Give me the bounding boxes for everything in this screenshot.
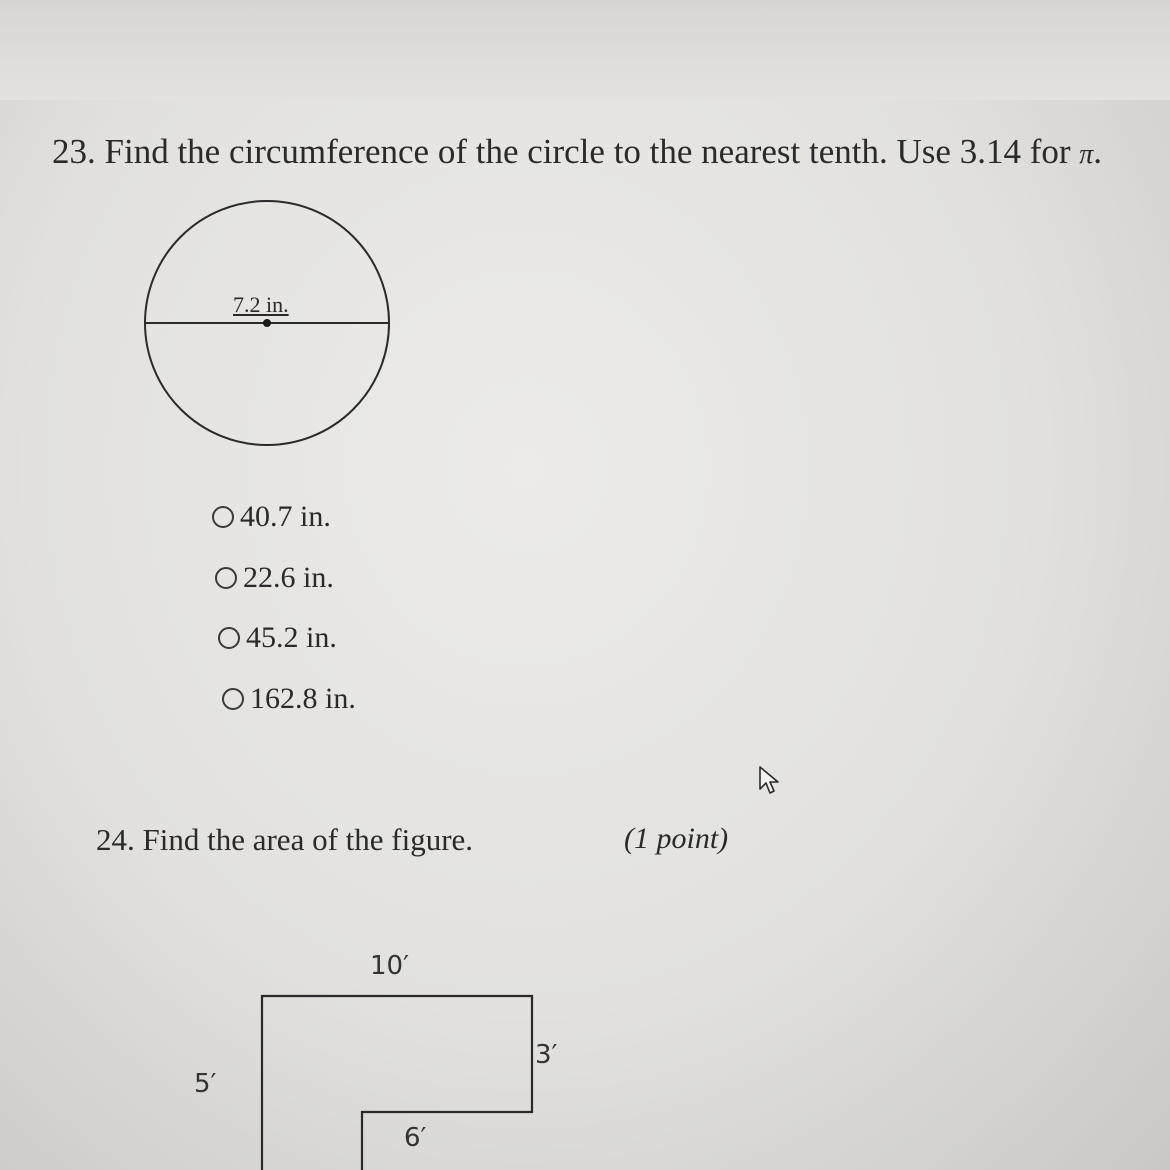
question-24-points: (1 point) xyxy=(624,822,729,855)
dimension-right-label: 3′ xyxy=(535,1040,558,1070)
dimension-left-label: 5′ xyxy=(194,1069,217,1099)
diameter-label: 7.2 in. xyxy=(233,292,289,317)
answer-option-3-label: 45.2 in. xyxy=(246,621,337,654)
answer-option-1-label: 40.7 in. xyxy=(240,500,331,533)
center-point xyxy=(263,319,271,327)
pi-symbol: π xyxy=(1079,139,1094,170)
question-24-heading xyxy=(96,822,473,858)
answer-option-2[interactable] xyxy=(215,561,334,595)
figure-outline xyxy=(262,996,532,1170)
question-24-prompt: Find the area of the figure. xyxy=(142,822,474,857)
question-23-number: 23. xyxy=(52,132,96,171)
circle-diagram xyxy=(140,195,400,457)
question-23-end-punct: . xyxy=(1093,132,1103,171)
question-23-prompt: Find the circumference of the circle to the nearest tenth. Use 3.14 for xyxy=(104,132,1071,171)
page-top-shadow xyxy=(0,0,1170,100)
radio-button-icon[interactable] xyxy=(212,506,234,528)
radio-button-icon[interactable] xyxy=(222,688,244,710)
answer-option-3[interactable] xyxy=(218,621,337,655)
answer-option-1[interactable] xyxy=(212,500,331,534)
dimension-notch-label: 6′ xyxy=(404,1123,427,1153)
dimension-top-label: 10′ xyxy=(370,951,409,981)
l-shape-figure xyxy=(250,990,540,1170)
answer-option-4-label: 162.8 in. xyxy=(250,682,356,715)
pointer-cursor-icon xyxy=(758,765,784,797)
question-23-heading xyxy=(52,132,1102,172)
answer-option-4[interactable] xyxy=(222,682,356,716)
radio-button-icon[interactable] xyxy=(218,627,240,649)
radio-button-icon[interactable] xyxy=(215,567,237,589)
question-24-number: 24. xyxy=(96,822,135,857)
answer-option-2-label: 22.6 in. xyxy=(243,561,334,594)
